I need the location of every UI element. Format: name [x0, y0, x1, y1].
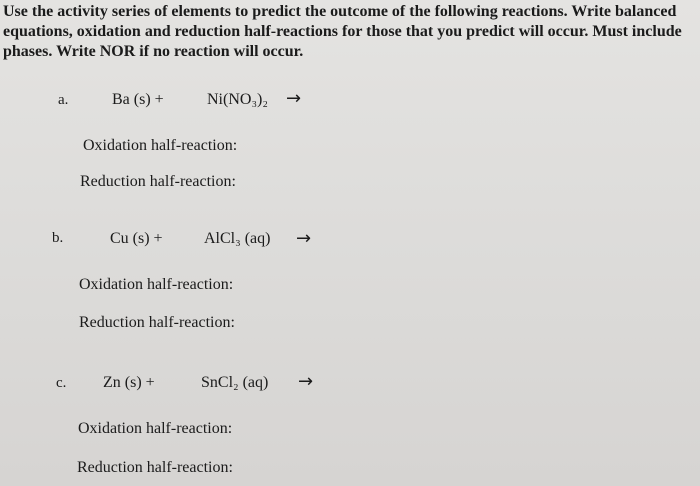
problem-a-label: a. [58, 92, 69, 108]
problem-c-label: c. [56, 375, 67, 391]
instructions [3, 2, 693, 62]
problem-c-reactant-1: Zn (s) + [103, 374, 155, 391]
problem-a-oxidation-label: Oxidation half-reaction: [83, 137, 238, 154]
instructions-line-3: phases. Write NOR if no reaction will occur. [3, 43, 304, 60]
problem-c-arrow-icon: → [298, 371, 314, 392]
problem-c-reduction-label: Reduction half-reaction: [77, 459, 233, 476]
problem-b-arrow-icon: → [296, 228, 312, 249]
problem-b-reactant-2: AlCl₃ (aq) [204, 230, 271, 247]
problem-c-oxidation-label: Oxidation half-reaction: [78, 420, 233, 437]
problem-b-label: b. [52, 230, 64, 246]
problem-c-reactant-2: SnCl₂ (aq) [201, 374, 269, 391]
problem-a-reduction-label: Reduction half-reaction: [80, 173, 236, 190]
problem-a-reactant-1: Ba (s) + [112, 91, 164, 108]
problem-b-reduction-label: Reduction half-reaction: [79, 314, 235, 331]
problem-a-reactant-2: Ni(NO₃)₂ [207, 91, 268, 108]
instructions-line-2: equations, oxidation and reduction half-reactions for those that you predict will occur. Must include [3, 23, 682, 40]
problem-b-oxidation-label: Oxidation half-reaction: [79, 276, 234, 293]
problem-b-reactant-1: Cu (s) + [110, 230, 163, 247]
problem-a-arrow-icon: → [286, 88, 302, 109]
instructions-line-1: Use the activity series of elements to predict the outcome of the following reactions. Write balanced [3, 3, 677, 20]
